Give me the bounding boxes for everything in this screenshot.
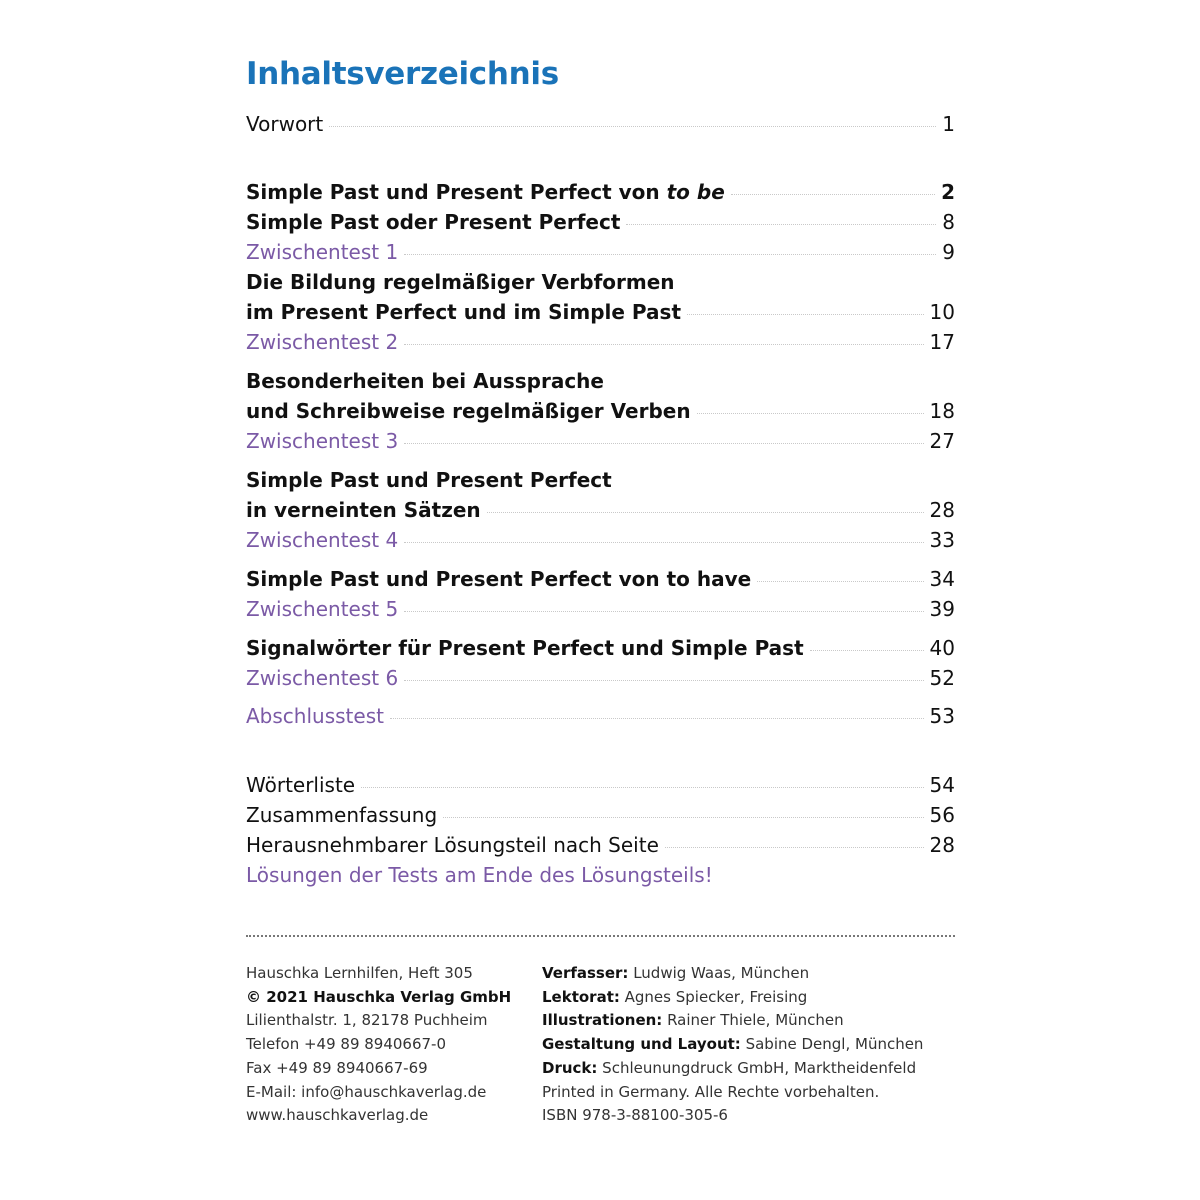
imprint-line xyxy=(542,1057,923,1081)
solutions-note: Lösungen der Tests am Ende des Lösungsteils! xyxy=(246,863,713,887)
toc-label: Simple Past und Present Perfect von to have xyxy=(246,567,752,591)
toc-entry-zwischentest-1 xyxy=(246,237,955,267)
toc-entry-vorwort xyxy=(246,109,955,139)
dot-leader xyxy=(487,512,924,513)
toc-entry-bildung xyxy=(246,297,955,327)
imprint-value: Agnes Spiecker, Freising xyxy=(619,987,808,1006)
imprint-key: Illustrationen: xyxy=(542,1011,663,1030)
imprint-line: E-Mail: info@hauschkaverlag.de xyxy=(246,1082,487,1101)
toc-page-number: 27 xyxy=(929,429,955,453)
toc-page-number: 1 xyxy=(942,112,955,136)
dot-leader xyxy=(731,194,935,195)
toc-label: Abschlusstest xyxy=(246,704,384,728)
imprint-value: Rainer Thiele, München xyxy=(662,1011,844,1030)
toc-page-number: 39 xyxy=(929,597,955,621)
toc-entry-zwischentest-2 xyxy=(246,327,955,357)
toc-label: Zwischentest 3 xyxy=(246,429,399,453)
toc-entry-to-have xyxy=(246,564,955,594)
dot-leader xyxy=(404,344,923,345)
toc-label: im Present Perfect und im Simple Past xyxy=(246,300,681,324)
dot-leader xyxy=(810,650,924,651)
imprint-credits xyxy=(542,962,923,1128)
imprint-line xyxy=(542,1033,923,1057)
toc-label: Wörterliste xyxy=(246,773,356,797)
imprint-key: Druck: xyxy=(542,1058,598,1077)
imprint-key: Lektorat: xyxy=(542,987,620,1006)
imprint-line: Printed in Germany. Alle Rechte vorbehalten. xyxy=(542,1082,880,1101)
imprint-line xyxy=(542,986,923,1010)
divider xyxy=(246,935,955,937)
imprint-line: Lilienthalstr. 1, 82178 Puchheim xyxy=(246,1011,488,1030)
dot-leader xyxy=(687,314,924,315)
toc-entry-to-be xyxy=(246,177,955,207)
toc-label: Vorwort xyxy=(246,112,324,136)
dot-leader xyxy=(361,787,923,788)
toc-entry-woerterliste xyxy=(246,770,955,800)
toc-entry-zusammenfassung xyxy=(246,800,955,830)
dot-leader xyxy=(626,224,936,225)
imprint-line: © 2021 Hauschka Verlag GmbH xyxy=(246,987,512,1006)
imprint-line: www.hauschkaverlag.de xyxy=(246,1106,429,1125)
dot-leader xyxy=(665,847,924,848)
toc-label-italic: to be xyxy=(666,180,725,204)
dot-leader xyxy=(757,581,923,582)
dot-leader xyxy=(404,611,923,612)
toc-entry-verneint-line1: Simple Past und Present Perfect xyxy=(246,468,612,492)
dot-leader xyxy=(404,443,923,444)
toc-page-number: 18 xyxy=(929,399,955,423)
toc-page-number: 56 xyxy=(929,803,955,827)
toc-label: Zwischentest 2 xyxy=(246,330,399,354)
toc-entry-verneint xyxy=(246,495,955,525)
toc-page-number: 53 xyxy=(929,704,955,728)
imprint-value: Sabine Dengl, München xyxy=(740,1035,924,1054)
toc-label-text: Simple Past und Present Perfect von xyxy=(246,180,667,204)
dot-leader xyxy=(404,254,936,255)
imprint-line xyxy=(542,962,923,986)
imprint-key: Gestaltung und Layout: xyxy=(542,1035,741,1054)
toc-page-number: 54 xyxy=(929,773,955,797)
toc-label: Zwischentest 6 xyxy=(246,666,399,690)
imprint-publisher xyxy=(246,962,511,1128)
toc-entry-zwischentest-5 xyxy=(246,594,955,624)
toc-label: Signalwörter für Present Perfect und Simple Past xyxy=(246,636,804,660)
toc-page-number: 52 xyxy=(929,666,955,690)
toc-label: Zwischentest 4 xyxy=(246,528,399,552)
imprint-key: Verfasser: xyxy=(542,964,629,982)
toc-entry-besonderheiten xyxy=(246,396,955,426)
toc-page-number: 17 xyxy=(929,330,955,354)
imprint-value: Schleunungdruck GmbH, Marktheidenfeld xyxy=(597,1058,917,1077)
page-title: Inhaltsverzeichnis xyxy=(246,56,559,92)
toc-page-number: 40 xyxy=(929,636,955,660)
dot-leader xyxy=(404,680,923,681)
toc-page-number: 33 xyxy=(929,528,955,552)
toc-label: Herausnehmbarer Lösungsteil nach Seite xyxy=(246,833,659,857)
imprint-line: Telefon +49 89 8940667-0 xyxy=(246,1035,447,1054)
toc-page-number: 34 xyxy=(929,567,955,591)
toc-label: Simple Past oder Present Perfect xyxy=(246,210,621,234)
toc-entry-abschlusstest xyxy=(246,701,955,731)
dot-leader xyxy=(329,126,936,127)
imprint-value: Ludwig Waas, München xyxy=(628,964,810,982)
dot-leader xyxy=(390,718,924,719)
toc-entry-zwischentest-3 xyxy=(246,426,955,456)
toc-entry-past-or-perfect xyxy=(246,207,955,237)
toc-page-number: 28 xyxy=(929,498,955,522)
dot-leader xyxy=(443,817,923,818)
imprint-line: ISBN 978-3-88100-305-6 xyxy=(542,1106,728,1125)
imprint-line xyxy=(542,1009,923,1033)
toc-page-number: 9 xyxy=(942,240,955,264)
toc-page-number: 28 xyxy=(929,833,955,857)
toc-label: Zusammenfassung xyxy=(246,803,438,827)
toc-label: in verneinten Sätzen xyxy=(246,498,481,522)
toc-page-number: 8 xyxy=(942,210,955,234)
toc-entry-loesungsteil xyxy=(246,830,955,860)
toc-label: und Schreibweise regelmäßiger Verben xyxy=(246,399,691,423)
toc-entry-signalwoerter xyxy=(246,633,955,663)
toc-label: Zwischentest 5 xyxy=(246,597,399,621)
toc-entry-zwischentest-4 xyxy=(246,525,955,555)
toc-label: Zwischentest 1 xyxy=(246,240,399,264)
toc-page-number: 10 xyxy=(929,300,955,324)
toc-label xyxy=(246,177,725,207)
toc-entry-bildung-line1: Die Bildung regelmäßiger Verbformen xyxy=(246,270,675,294)
imprint-line: Fax +49 89 8940667-69 xyxy=(246,1058,428,1077)
dot-leader xyxy=(404,542,923,543)
imprint-line: Hauschka Lernhilfen, Heft 305 xyxy=(246,964,473,982)
toc-page-number: 2 xyxy=(941,180,955,204)
toc-entry-zwischentest-6 xyxy=(246,663,955,693)
dot-leader xyxy=(697,413,924,414)
toc-entry-besonderheiten-line1: Besonderheiten bei Aussprache xyxy=(246,369,604,393)
